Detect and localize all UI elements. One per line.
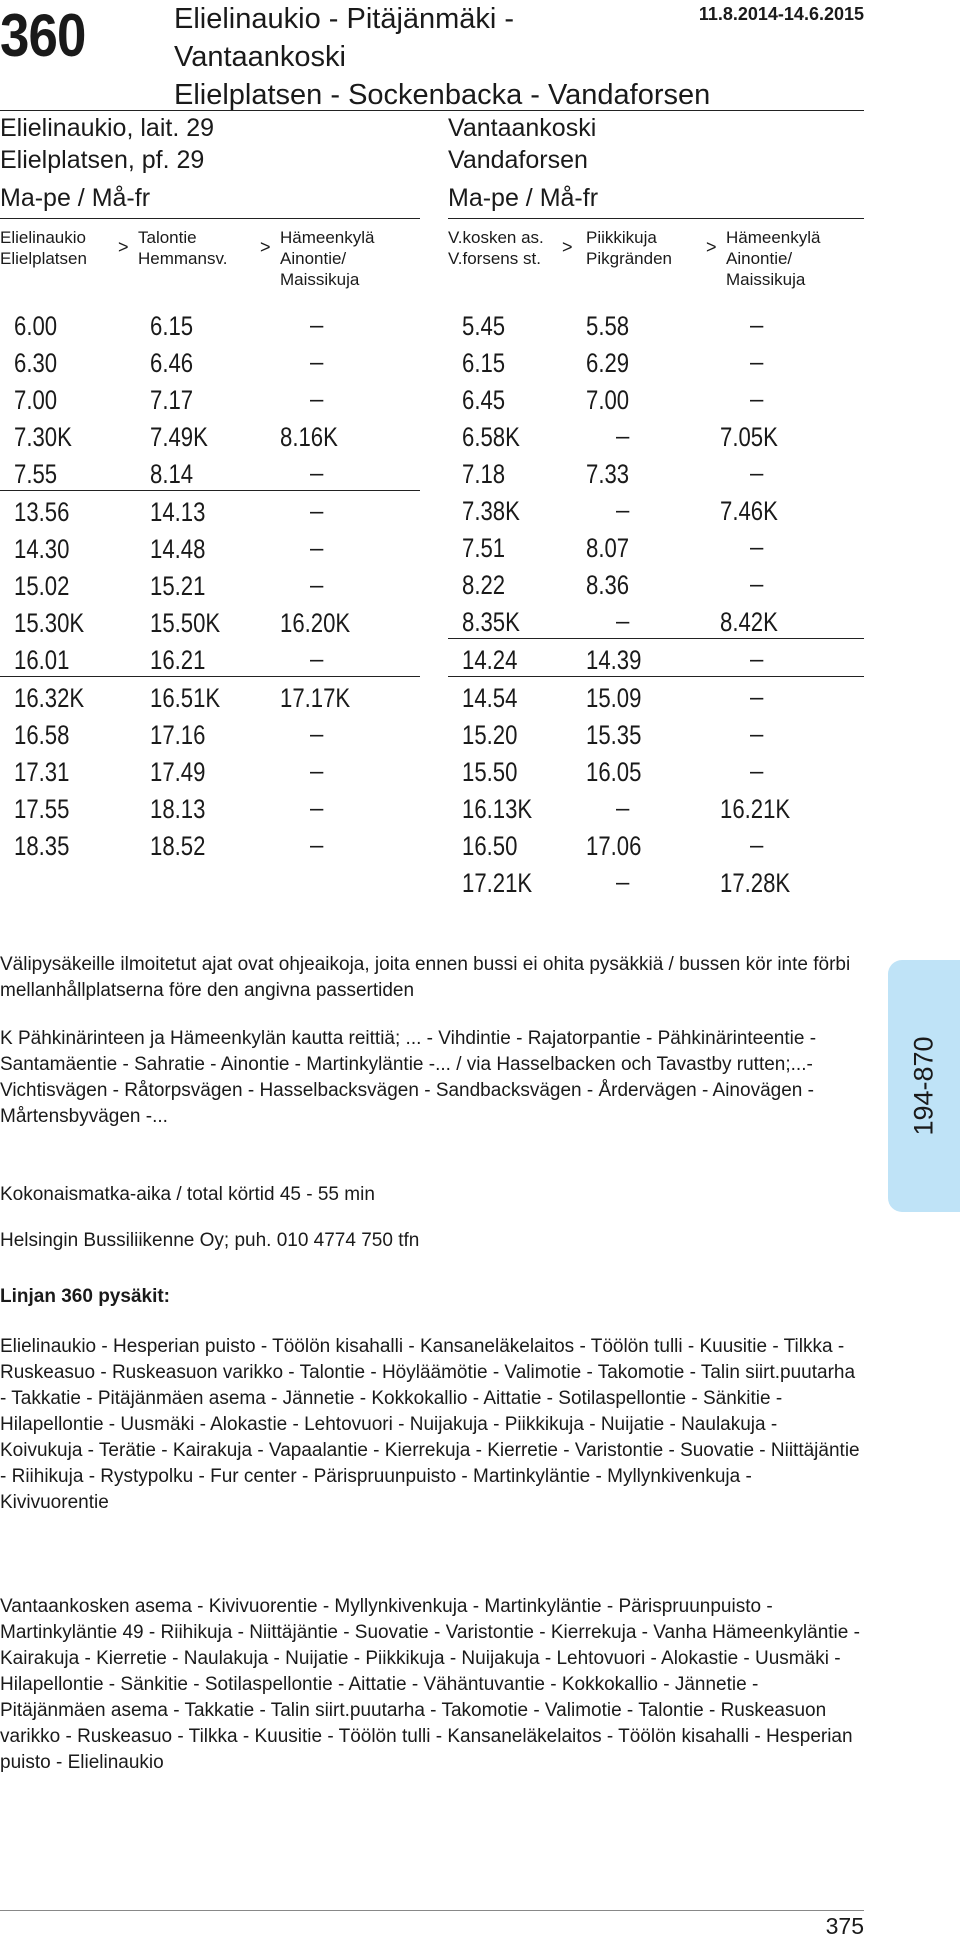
departure-time-cell: –: [310, 498, 324, 525]
timetable-row: [448, 788, 864, 825]
validity-period: 11.8.2014-14.6.2015: [698, 4, 864, 24]
header-divider: [0, 110, 864, 111]
timetable-row: [448, 751, 864, 788]
timetable-row: [448, 379, 864, 416]
departure-time-cell: 7.00: [14, 385, 58, 415]
column-header-origin: Elielinaukio Elielplatsen: [0, 228, 87, 268]
footer-divider: [0, 1910, 864, 1911]
departure-time-cell: 6.46: [150, 348, 194, 378]
departure-time-cell: 14.24: [462, 645, 518, 675]
departure-time-cell: 7.18: [462, 459, 506, 489]
departure-time-cell: 18.35: [14, 831, 70, 861]
departure-time-cell: 5.45: [462, 311, 506, 341]
stops-heading: Linjan 360 pysäkit:: [0, 1286, 171, 1307]
departure-time-cell: –: [310, 758, 324, 785]
timetable-row: [0, 751, 420, 788]
departure-time-cell: 6.29: [586, 348, 630, 378]
departure-times: [448, 305, 864, 899]
timetable-row: [448, 638, 864, 676]
departure-time-cell: 16.58: [14, 720, 70, 750]
route-title-sv: Elielplatsen - Sockenbacka - Vandaforsen: [174, 79, 711, 111]
departure-stop-fi: Vantaankoski: [448, 114, 597, 142]
departure-time-cell: 7.51: [462, 533, 506, 563]
departure-time-cell: 16.32K: [14, 683, 85, 713]
inbound-timetable: [448, 112, 864, 899]
weekday-label: Ma-pe / Må-fr: [448, 184, 599, 212]
column-header-end: Hämeenkylä Ainontie/ Maissikuja: [726, 228, 821, 289]
departure-time-cell: 6.30: [14, 348, 58, 378]
section-index-label: 194-870: [908, 1036, 939, 1136]
departure-time-cell: 15.20: [462, 720, 518, 750]
departure-time-cell: 5.58: [586, 311, 630, 341]
route-title-fi-line-2: Vantaankoski: [174, 41, 346, 73]
departure-time-cell: 8.36: [586, 570, 630, 600]
timetable-row: [0, 714, 420, 751]
timing-note: Välipysäkeille ilmoitetut ajat ovat ohjeaikoja, joita ennen bussi ei ohita pysäkkiä / bussen kör inte förbi mellanhållplatserna före den angivna passertiden: [0, 954, 851, 1001]
departure-time-cell: –: [310, 832, 324, 859]
departure-time-cell: 18.52: [150, 831, 206, 861]
timetable-row: [448, 862, 864, 899]
departure-time-cell: 17.55: [14, 794, 70, 824]
departure-time-cell: –: [750, 386, 764, 413]
departure-time-cell: 7.55: [14, 459, 58, 489]
departure-time-cell: –: [310, 646, 324, 673]
departure-time-cell: 16.51K: [150, 683, 221, 713]
departure-time-cell: –: [616, 497, 630, 524]
departure-time-cell: –: [750, 460, 764, 487]
departure-time-cell: –: [310, 312, 324, 339]
operator-info: Helsingin Bussiliikenne Oy; puh. 010 4774 750 tfn: [0, 1230, 420, 1251]
column-header-middle: Talontie Hemmansv.: [138, 228, 228, 268]
direction-arrow: >: [260, 237, 271, 257]
departure-time-cell: 6.45: [462, 385, 506, 415]
departure-time-cell: 16.21K: [720, 794, 791, 824]
departure-time-cell: –: [616, 869, 630, 896]
timetable-row: [0, 305, 420, 342]
departure-time-cell: 15.50K: [150, 608, 221, 638]
timetable-row: [448, 416, 864, 453]
departure-time-cell: 6.15: [462, 348, 506, 378]
departure-time-cell: –: [750, 312, 764, 339]
departure-time-cell: –: [310, 572, 324, 599]
departure-time-cell: –: [750, 758, 764, 785]
timetable-row: [0, 825, 420, 862]
departure-time-cell: 16.50: [462, 831, 518, 861]
timetable-row: [0, 416, 420, 453]
departure-time-cell: 16.05: [586, 757, 642, 787]
departure-times: [0, 305, 420, 862]
timetable-row: [448, 714, 864, 751]
timetable-row: [448, 601, 864, 638]
departure-time-cell: 8.22: [462, 570, 506, 600]
timetable-row: [0, 602, 420, 639]
departure-time-cell: 15.35: [586, 720, 642, 750]
departure-time-cell: 14.39: [586, 645, 642, 675]
departure-time-cell: 14.48: [150, 534, 206, 564]
departure-time-cell: –: [310, 386, 324, 413]
timetable-row: [0, 788, 420, 825]
departure-time-cell: –: [310, 460, 324, 487]
departure-time-cell: 7.05K: [720, 422, 778, 452]
departure-stop-sv: Elielplatsen, pf. 29: [0, 146, 205, 174]
departure-time-cell: –: [750, 832, 764, 859]
departure-time-cell: 17.16: [150, 720, 206, 750]
departure-time-cell: 16.21: [150, 645, 206, 675]
departure-time-cell: –: [750, 721, 764, 748]
direction-arrow: >: [562, 237, 573, 257]
timetable-row: [448, 564, 864, 601]
column-header-middle: Piikkikuja Pikgränden: [586, 228, 673, 268]
departure-time-cell: 17.49: [150, 757, 206, 787]
departure-time-cell: –: [750, 646, 764, 673]
stops-list-inbound: Vantaankosken asema - Kivivuorentie - Myllynkivenkuja - Martinkyläntie - Pärispruunpuisto - Martinkyläntie 49 - Riihikuja - Niittäjäntie - Suovatie - Varistontie - Kierrekuja - Vanha Hämeenkyläntie - Kairakuja - Kierretie - Naulakuja - Nuijatie - Piikkikuja - Nuijakuja - Lehtovuori - Alokastie - Uusmäki - Hilapellontie - Sänkitie - Sotilaspellontie - Aittatie - Vähäntuvantie - Kokkokallio - Jännetie - Pitäjänmäen asema - Takkatie - Talin siirt.puutarha - Takomotie - Valimotie - Talontie - Ruskeasuon varikko - Ruskeasuo - Tilkka - Kuusitie - Töölön tulli - Kansaneläkelaitos - Töölön kisahalli - Hesperian puisto - Elielinaukio: [0, 1596, 860, 1773]
departure-time-cell: –: [750, 571, 764, 598]
departure-time-cell: 8.07: [586, 533, 630, 563]
departure-time-cell: 17.06: [586, 831, 642, 861]
departure-time-cell: 6.15: [150, 311, 194, 341]
departure-time-cell: 14.30: [14, 534, 70, 564]
outbound-timetable: [0, 112, 420, 862]
departure-time-cell: –: [750, 349, 764, 376]
departure-time-cell: 16.13K: [462, 794, 533, 824]
section-index-tab: [888, 960, 960, 1212]
column-header-origin: V.kosken as. V.forsens st.: [448, 228, 544, 268]
departure-time-cell: 16.01: [14, 645, 70, 675]
weekday-label: Ma-pe / Må-fr: [0, 184, 151, 212]
timetable-row: [0, 342, 420, 379]
column-header-end: Hämeenkylä Ainontie/ Maissikuja: [280, 228, 375, 289]
departure-time-cell: 17.17K: [280, 683, 351, 713]
departure-time-cell: 17.21K: [462, 868, 533, 898]
departure-time-cell: 7.49K: [150, 422, 208, 452]
departure-time-cell: 6.00: [14, 311, 58, 341]
route-number: 360: [0, 2, 86, 69]
direction-arrow: >: [706, 237, 717, 257]
departure-time-cell: 17.28K: [720, 868, 791, 898]
timetable-row: [0, 490, 420, 528]
column-headers: [0, 219, 420, 305]
departure-time-cell: 8.16K: [280, 422, 338, 452]
stops-list-outbound: Elielinaukio - Hesperian puisto - Töölön kisahalli - Kansaneläkelaitos - Töölön tulli - Kuusitie - Tilkka - Ruskeasuo - Ruskeasuon varikko - Talontie - Höyläämötie - Valimotie - Takomotie - Talin siirt.puutarha - Takkatie - Pitäjänmäen asema - Jännetie - Kokkokallio - Aittatie - Sotilaspellontie - Sänkitie - Hilapellontie - Uusmäki - Alokastie - Lehtovuori - Nuijakuja - Piikkikuja - Nuijatie - Naulakuja - Koivukuja - Terätie - Kairakuja - Vapaalantie - Kierrekuja - Kierretie - Varistontie - Suovatie - Niittäjäntie - Riihikuja - Rystypolku - Fur center - Pärispruunpuisto - Martinkyläntie - Myllynkivenkuja - Kivivuorentie: [0, 1336, 860, 1513]
route-title-fi-line-1: Elielinaukio - Pitäjänmäki -: [174, 3, 515, 35]
departure-time-cell: 14.13: [150, 497, 206, 527]
departure-time-cell: –: [750, 534, 764, 561]
departure-time-cell: 7.17: [150, 385, 194, 415]
departure-time-cell: 17.31: [14, 757, 70, 787]
departure-time-cell: 15.30K: [14, 608, 85, 638]
departure-time-cell: 15.50: [462, 757, 518, 787]
departure-time-cell: 15.21: [150, 571, 206, 601]
timetable-row: [0, 565, 420, 602]
departure-time-cell: 7.30K: [14, 422, 72, 452]
departure-time-cell: 16.20K: [280, 608, 351, 638]
departure-time-cell: –: [310, 721, 324, 748]
total-travel-time: Kokonaismatka-aika / total körtid 45 - 55 min: [0, 1184, 375, 1205]
departure-time-cell: 8.42K: [720, 607, 778, 637]
timetable-row: [0, 639, 420, 676]
departure-stop-fi: Elielinaukio, lait. 29: [0, 114, 215, 142]
departure-time-cell: –: [310, 349, 324, 376]
departure-time-cell: 7.00: [586, 385, 630, 415]
column-headers: [448, 219, 864, 305]
departure-time-cell: 15.09: [586, 683, 642, 713]
departure-time-cell: –: [310, 795, 324, 822]
departure-time-cell: 13.56: [14, 497, 70, 527]
departure-time-cell: 8.14: [150, 459, 194, 489]
timetable-row: [0, 676, 420, 714]
departure-stop-sv: Vandaforsen: [448, 146, 588, 174]
timetable-row: [448, 490, 864, 527]
timetable-row: [448, 305, 864, 342]
page-number: 375: [825, 1913, 864, 1939]
timetable-row: [448, 825, 864, 862]
departure-time-cell: 8.35K: [462, 607, 520, 637]
timetable-row: [448, 527, 864, 564]
departure-time-cell: 14.54: [462, 683, 518, 713]
timetable-row: [448, 342, 864, 379]
departure-time-cell: –: [616, 795, 630, 822]
departure-time-cell: –: [616, 423, 630, 450]
departure-time-cell: 6.58K: [462, 422, 520, 452]
timetable-row: [0, 528, 420, 565]
timetable-row: [0, 379, 420, 416]
departure-time-cell: 7.33: [586, 459, 630, 489]
direction-arrow: >: [118, 237, 129, 257]
departure-time-cell: –: [616, 608, 630, 635]
departure-time-cell: –: [310, 535, 324, 562]
departure-time-cell: –: [750, 684, 764, 711]
k-route-note: K Pähkinärinteen ja Hämeenkylän kautta reittiä; ... - Vihdintie - Rajatorpantie - Pähkinärinteentie - Santamäentie - Sahratie - Ainontie - Martinkyläntie -... / via Hasselbacken och Tavastby rutten;...- Vichtisvägen - Råtorpsvägen - Hasselbacksvägen - Sandbacksvägen - Årdervägen - Ainovägen - Mårtensbyvägen -...: [0, 1028, 817, 1127]
departure-time-cell: 18.13: [150, 794, 206, 824]
timetable-row: [448, 453, 864, 490]
timetable-row: [448, 676, 864, 714]
departure-time-cell: 7.38K: [462, 496, 520, 526]
timetable-row: [0, 453, 420, 490]
departure-time-cell: 15.02: [14, 571, 70, 601]
departure-time-cell: 7.46K: [720, 496, 778, 526]
